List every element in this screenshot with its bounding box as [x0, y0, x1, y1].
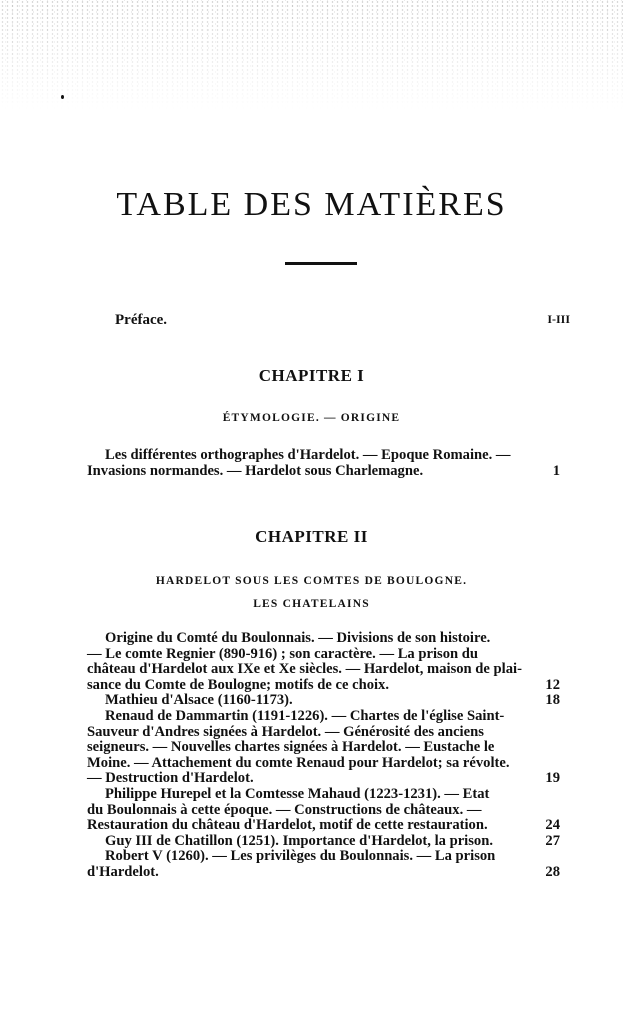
entry-line: Robert V (1260). — Les privilèges du Boulonnais. — La prison [105, 848, 496, 865]
chapter-1-subtitle: ÉTYMOLOGIE. — ORIGINE [222, 412, 401, 424]
page-number: 19 [545, 770, 560, 787]
entry-line: d'Hardelot. [87, 863, 159, 880]
page-number: 12 [545, 676, 560, 693]
entry-line: Philippe Hurepel et la Comtesse Mahaud (1223-1231). — Etat [105, 785, 490, 802]
entry-line: — Le comte Regnier (890-916) ; son caractère. — La prison du [87, 645, 478, 662]
toc-entry [87, 448, 560, 479]
entry-line: Mathieu d'Alsace (1160-1173). [105, 692, 293, 709]
chapter-2-subtitle-line-2: LES CHATELAINS [253, 598, 370, 610]
entry-line: Invasions normandes. — Hardelot sous Charlemagne. [87, 462, 424, 479]
page-number: 1 [552, 462, 560, 479]
entry-line: sance du Comte de Boulogne; motifs de ce choix. [87, 676, 389, 693]
preface-label: Préface. [115, 312, 168, 328]
entry-line: Restauration du château d'Hardelot, motif de cette restauration. [87, 817, 488, 834]
entry-line: du Boulonnais à cette époque. — Constructions de châteaux. — [87, 801, 482, 818]
toc-entry-preface [115, 312, 570, 329]
preface-pages: I-III [547, 312, 570, 326]
chapter-2-heading: CHAPITRE II [255, 527, 368, 546]
chapter-1-heading: CHAPITRE I [258, 366, 365, 385]
toc-entry-chapter-2 [87, 631, 560, 881]
entry-line: seigneurs. — Nouvelles chartes signées à Hardelot. — Eustache le [87, 739, 495, 756]
entry-line: — Destruction d'Hardelot. [87, 770, 254, 787]
title-rule [285, 262, 357, 265]
page-number: 27 [545, 832, 560, 849]
scan-noise [0, 0, 623, 110]
entry-line: Les différentes orthographes d'Hardelot. — Epoque Romaine. — [105, 447, 511, 463]
entry-line: Moine. — Attachement du comte Renaud pour Hardelot; sa révolte. [87, 754, 510, 771]
page-title: TABLE DES MATIÈRES [116, 186, 507, 223]
entry-line: Sauveur d'Andres signées à Hardelot. — Générosité des anciens [87, 723, 484, 740]
entry-line: Renaud de Dammartin (1191-1226). — Chartes de l'église Saint- [105, 707, 505, 724]
page-number: 18 [545, 692, 560, 709]
entry-line: château d'Hardelot aux IXe et Xe siècles. — Hardelot, maison de plai- [87, 661, 522, 678]
page-number: 28 [545, 863, 560, 880]
scan-speck [61, 95, 64, 99]
chapter-2-subtitle-line-1: HARDELOT SOUS LES COMTES DE BOULOGNE. [155, 575, 468, 587]
entry-line: Origine du Comté du Boulonnais. — Divisions de son histoire. [105, 630, 491, 646]
entry-line: Guy III de Chatillon (1251). Importance d'Hardelot, la prison. [105, 832, 493, 849]
page-number: 24 [545, 817, 560, 834]
